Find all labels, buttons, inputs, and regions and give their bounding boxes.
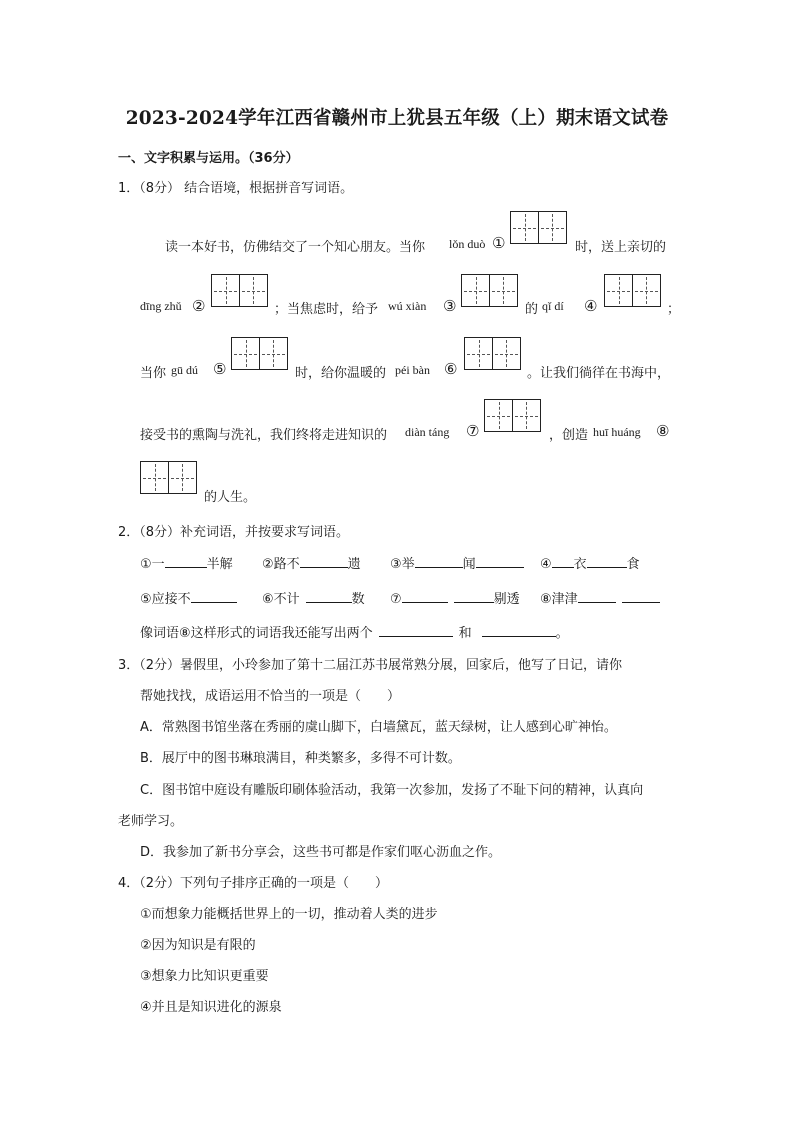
q2-row-1 (140, 553, 233, 572)
blank[interactable] (622, 589, 660, 603)
blank[interactable] (578, 589, 616, 603)
q1-pinyin-6: péi bàn (395, 363, 430, 377)
q2-item-2 (262, 553, 361, 572)
q1-text-3: ；当焦虑时，给予 (274, 302, 379, 317)
q1-number-3: ③ (443, 297, 457, 315)
q1-pinyin-4: qǐ dí (542, 299, 564, 313)
q2-item-7a: ⑦ (390, 592, 402, 607)
blank[interactable] (587, 554, 627, 568)
q2-item-5 (140, 588, 237, 607)
q3-option-d[interactable]: D．我参加了新书分享会，这些书可都是作家们呕心沥血之作。 (140, 845, 502, 860)
blank[interactable] (482, 623, 556, 637)
blank[interactable] (165, 554, 207, 568)
answer-grid-8[interactable] (140, 461, 197, 494)
q1-number-7: ⑦ (466, 422, 480, 440)
q1-pinyin-5: gū dú (171, 363, 198, 377)
q3-option-b[interactable]: B．展厅中的图书琳琅满目，种类繁多，多得不可计数。 (140, 751, 461, 766)
q2-line3-text: 像词语⑧这样形式的词语我还能写出两个 (140, 626, 373, 641)
q1-number-2: ② (192, 297, 206, 315)
answer-grid-4[interactable] (604, 274, 661, 307)
blank[interactable] (415, 554, 463, 568)
q1-pinyin-3: wú xiàn (388, 299, 427, 313)
answer-grid-7[interactable] (484, 399, 541, 432)
answer-grid-6[interactable] (464, 337, 521, 370)
q1-number-1: ① (492, 234, 506, 252)
blank[interactable] (300, 554, 348, 568)
q2-item-6 (262, 588, 365, 607)
q2-stem: 2．（8分）补充词语，并按要求写词语。 (118, 525, 350, 540)
answer-grid-2[interactable] (211, 274, 268, 307)
q2-line3-end: 。 (555, 626, 569, 641)
answer-grid-5[interactable] (231, 337, 288, 370)
q1-pinyin-1: lǒn duò (449, 237, 486, 251)
q2-item-7b: 剔透 (493, 592, 520, 607)
q1-pinyin-7: diàn táng (405, 425, 450, 439)
q2-item-2a: ②路不 (262, 557, 300, 572)
q2-item-1b: 半解 (206, 557, 233, 572)
q2-item-4 (540, 553, 640, 572)
blank[interactable] (191, 589, 237, 603)
q2-item-2b: 遗 (347, 557, 361, 572)
q2-item-4a: ④ (540, 557, 552, 572)
q2-item-1a: ①一 (140, 557, 165, 572)
q3-option-a[interactable]: A．常熟图书馆坐落在秀丽的虞山脚下，白墙黛瓦，蓝天绿树，让人感到心旷神怡。 (140, 720, 617, 735)
blank[interactable] (454, 589, 494, 603)
q2-item-4c: 食 (626, 557, 640, 572)
q1-text-2: 时，送上亲切的 (575, 240, 667, 255)
q2-item-3b: 闻 (462, 557, 476, 572)
q2-item-7 (390, 588, 520, 607)
q3-option-c[interactable]: C．图书馆中庭设有雕版印刷体验活动，我第一次参加，发扬了不耻下问的精神，认真向 (140, 783, 644, 798)
q1-number-8: ⑧ (656, 422, 670, 440)
q1-pinyin-8: huī huáng (593, 425, 641, 439)
q2-item-6b: 数 (351, 592, 365, 607)
q3-option-c-cont: 老师学习。 (118, 814, 184, 829)
q1-text-9: 接受书的熏陶与洗礼，我们终将走进知识的 (140, 428, 388, 443)
q1-number-5: ⑤ (213, 360, 227, 378)
q2-row-3 (140, 622, 569, 641)
exam-title: 2023-2024学年江西省赣州市上犹县五年级（上）期末语文试卷 (125, 108, 669, 129)
blank[interactable] (402, 589, 448, 603)
q1-stem: 1．（8分） 结合语境，根据拼音写词语。 (118, 181, 354, 196)
q2-item-8 (540, 588, 660, 607)
q2-item-8a: ⑧津津 (540, 592, 578, 607)
q1-number-6: ⑥ (444, 360, 458, 378)
answer-grid-3[interactable] (461, 274, 518, 307)
blank[interactable] (379, 623, 453, 637)
blank[interactable] (476, 554, 524, 568)
q2-item-4b: 衣 (573, 557, 587, 572)
q1-text-5: ； (667, 302, 681, 317)
section-heading: 一、文字积累与运用。（36分） (118, 151, 299, 166)
q1-text-6: 当你 (140, 366, 167, 381)
q1-text-11: 的人生。 (204, 490, 257, 505)
q3-stem-2: 帮她找找，成语运用不恰当的一项是（ ） (140, 689, 401, 704)
q1-text-1: 读一本好书，仿佛结交了一个知心朋友。当你 (165, 240, 426, 255)
q1-pinyin-2: dīng zhǔ (140, 299, 182, 313)
blank[interactable] (552, 554, 574, 568)
q1-text-10: ，创造 (549, 428, 589, 443)
q2-item-6a: ⑥不计 (262, 592, 300, 607)
blank[interactable] (306, 589, 352, 603)
q1-text-4: 的 (525, 302, 539, 317)
q2-item-3a: ③举 (390, 557, 415, 572)
q1-number-4: ④ (584, 297, 598, 315)
answer-grid-1[interactable] (510, 211, 567, 244)
q4-sentence-4: ④并且是知识进化的源泉 (140, 1000, 282, 1015)
q2-item-3 (390, 553, 524, 572)
q2-item-5a: ⑤应接不 (140, 592, 191, 607)
q4-sentence-3: ③想象力比知识更重要 (140, 969, 269, 984)
q1-text-7: 时，给你温暖的 (295, 366, 387, 381)
q1-text-8: 。让我们徜徉在书海中， (527, 366, 671, 381)
q4-sentence-1: ①而想象力能概括世界上的一切，推动着人类的进步 (140, 907, 438, 922)
q4-sentence-2: ②因为知识是有限的 (140, 938, 256, 953)
q3-stem-1: 3．（2分）暑假里，小玲参加了第十二届江苏书展常熟分展，回家后，他写了日记，请你 (118, 658, 623, 673)
q2-line3-and: 和 (458, 626, 472, 641)
q4-stem: 4．（2分）下列句子排序正确的一项是（ ） (118, 876, 389, 891)
